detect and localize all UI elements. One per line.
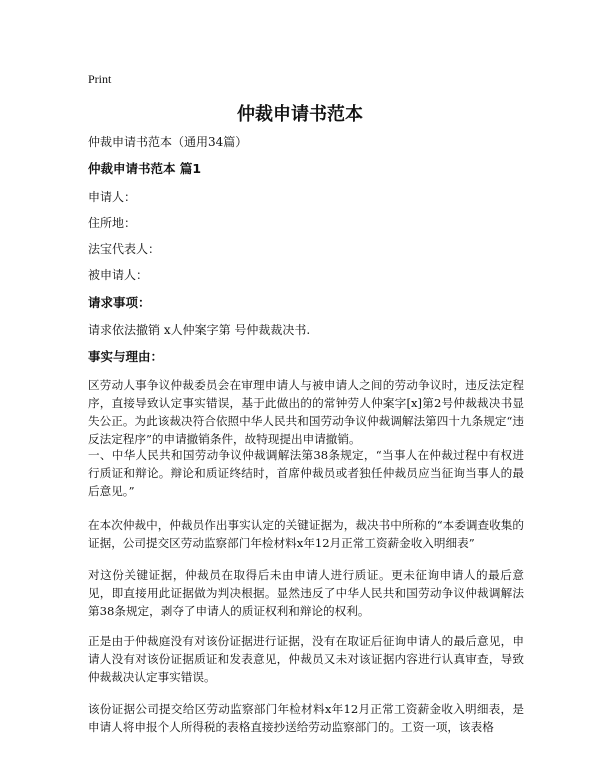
request-text: 请求依法撤销 x人仲案字第 号仲裁裁决书.: [88, 323, 311, 337]
facts-paragraph-6: 该份证据公司提交给区劳动监察部门年检材料x年12月正常工资薪金收入明细表，是申请人将申报个人所得税的表格直接抄送给劳动监察部门的。工资一项，该表格: [88, 702, 524, 734]
facts-paragraph-4: 对这份关键证据，仲裁员在取得后未由申请人进行质证。更未征询申请人的最后意见，即直接用此证据做为判决根据。显然违反了中华人民共和国劳动争议仲裁调解法第38条规定，剥夺了申请人的质证权利和辩论的权利。: [88, 568, 524, 618]
facts-heading: 事实与理由：: [88, 349, 164, 364]
print-label: Print: [88, 72, 112, 86]
document-subtitle: 仲裁申请书范本（通用34篇）: [88, 135, 248, 149]
applicant-field: 申请人：: [88, 190, 137, 204]
facts-paragraph-3: 在本次仲裁中，仲裁员作出事实认定的关键证据为，裁决书中所称的“本委调查收集的 证据，公司提交区劳动监察部门年检材料x年12月正常工资薪金收入明细表”: [88, 518, 524, 550]
facts-paragraph-1: 区劳动人事争议仲裁委员会在审理申请人与被申请人之间的劳动争议时，违反法定程序，直接导致认定事实错误，基于此做出的的常钟劳人仲案字[x]第2号仲裁裁决书显失公正。为此该裁决符合依照中华人民共和国劳动争议仲裁调解法第四十九条规定“违反法定程序”的申请撤销条件，故特现提出申请撤销。: [88, 378, 524, 446]
address-field: 住所地：: [88, 216, 137, 230]
request-heading: 请求事项：: [88, 295, 151, 310]
section-heading: 仲裁申请书范本 篇1: [88, 161, 202, 176]
facts-paragraph-2: 一、中华人民共和国劳动争议仲裁调解法第38条规定，“当事人在仲裁过程中有权进行质证和辩论。辩论和质证终结时，首席仲裁员或者独任仲裁员应当征询当事人的最后意见。”: [88, 448, 524, 498]
respondent-field: 被申请人：: [88, 268, 149, 282]
legal-rep-field: 法宝代表人：: [88, 242, 161, 256]
document-title: 仲裁申请书范本: [237, 104, 363, 125]
facts-paragraph-5: 正是由于仲裁庭没有对该份证据进行证据，没有在取证后征询申请人的最后意见，申请人没有对该份证据质证和发表意见，仲裁员又未对该证据内容进行认真审查，导致仲裁裁决认定事实错误。: [88, 634, 524, 684]
